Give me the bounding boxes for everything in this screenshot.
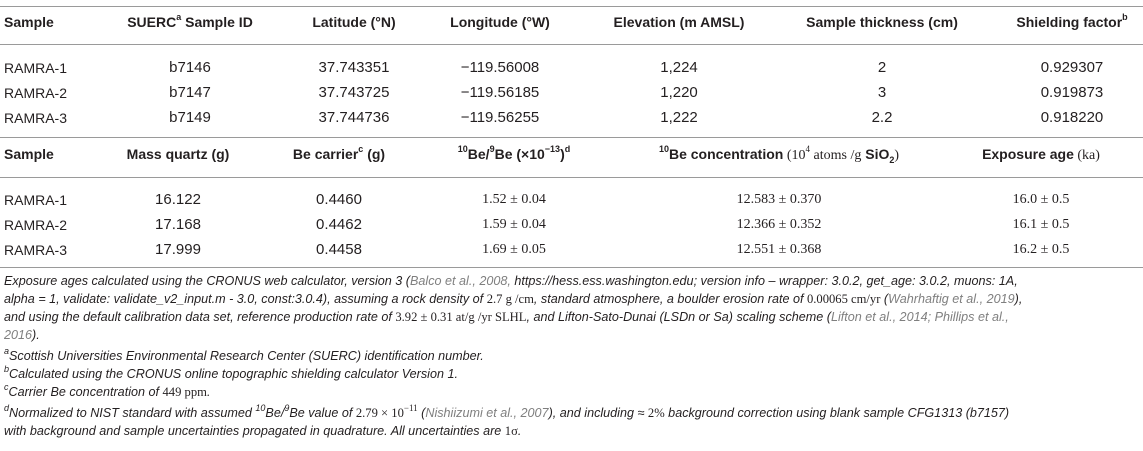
thickness-cell: 2.2: [871, 109, 893, 126]
col-sample-header: Sample: [4, 14, 54, 30]
sample-cell: RAMRA-1: [4, 192, 68, 208]
concentration-cell: 12.583 ± 0.370: [736, 192, 822, 207]
col-elevation-header: Elevation (m AMSL): [613, 14, 745, 30]
reference-link[interactable]: Lifton et al., 2014; Phillips et al.,: [830, 310, 1009, 324]
col-sample-header: Sample: [4, 146, 54, 162]
top-rule: [0, 6, 1143, 7]
sample-id-cell: b7146: [169, 59, 211, 76]
shielding-cell: 0.919873: [1040, 84, 1104, 101]
elevation-cell: 1,222: [660, 109, 698, 126]
concentration-cell: 12.551 ± 0.368: [736, 242, 822, 257]
sample-id-cell: b7149: [169, 109, 211, 126]
footnote-a: $^a$Scottish Universities Environmental Research Center (SUERC) identification number.: [4, 345, 484, 363]
thickness-cell: 3: [877, 84, 887, 101]
col-longitude-header: Longitude (°W): [450, 14, 550, 30]
footnote-d-continued: with background and sample uncertainties propagated in quadrature. All uncertainties are 1σ.: [4, 424, 522, 438]
footnote-main-line-2: alpha = 1, validate: validate_v2_input.m - 3.0, const:3.0.4), assuming a rock density of 2.7 g /cm, standard atmosphere, a boulder erosion rate of 0.00065 cm/yr (Wahrhaftig et al., 2019),: [4, 292, 1023, 306]
table2-bottom-rule: [0, 267, 1143, 268]
reference-link[interactable]: 2016: [4, 328, 33, 342]
col-shielding-header: Shielding factor$^b$: [1016, 12, 1128, 30]
sample-cell: RAMRA-1: [4, 60, 68, 76]
footnote-main-line-3: and using the default calibration data set, reference production rate of 3.92 ± 0.31 at/g /yr SLHL, and Lifton-Sato-Dunai (LSDn or Sa) scaling scheme (Lifton et al., 2014; Phillips et al.,: [4, 310, 1009, 324]
col-concentration-header: $^{10}$Be concentration ($10^4$ atoms /g SiO$_2$): [658, 144, 900, 165]
thickness-cell: 2: [877, 59, 887, 76]
mass-cell: 16.122: [155, 191, 201, 208]
mass-cell: 17.999: [155, 241, 201, 258]
col-latitude-header: Latitude (°N): [312, 14, 396, 30]
reference-link[interactable]: Nishiizumi et al., 2007: [425, 406, 549, 420]
sample-cell: RAMRA-2: [4, 217, 68, 233]
footnote-c: $^c$Carrier Be concentration of 449 ppm.: [4, 381, 211, 399]
sample-id-cell: b7147: [169, 84, 211, 101]
age-cell: 16.0 ± 0.5: [1012, 192, 1070, 207]
col-suerc-header: SUERC$^a$ Sample ID: [127, 12, 253, 30]
footnote-d: $^d$Normalized to NIST standard with assumed $^{10}$Be/$^9$Be value of $2.79 \times 10^{-11}$ (Nishiizumi et al., 2007), and including ≈ 2% background correction using blank sample CFG1313 (b7157): [4, 402, 1010, 420]
footnote-main-line-4: 2016).: [4, 328, 40, 342]
table2-top-rule: [0, 137, 1143, 138]
elevation-cell: 1,220: [660, 84, 698, 101]
latitude-cell: 37.743725: [318, 84, 390, 101]
ratio-cell: 1.52 ± 0.04: [482, 192, 546, 207]
longitude-cell: −119.56255: [460, 109, 540, 126]
shielding-cell: 0.918220: [1040, 109, 1104, 126]
age-cell: 16.1 ± 0.5: [1012, 217, 1070, 232]
longitude-cell: −119.56185: [460, 84, 540, 101]
col-ratio-header: $^{10}$Be/$^9$Be $(\times 10^{-13})^d$: [457, 144, 571, 162]
mass-cell: 17.168: [155, 216, 201, 233]
carrier-cell: 0.4460: [316, 191, 362, 208]
table1-header-rule: [0, 44, 1143, 45]
ratio-cell: 1.59 ± 0.04: [482, 217, 546, 232]
footnote-main-line-1: Exposure ages calculated using the CRONUS web calculator, version 3 (Balco et al., 2008, https://hess.ess.washington.edu; version info – wrapper: 3.0.2, get_age: 3.0.2, muons: 1A,: [4, 274, 1018, 288]
footnote-b: $^b$Calculated using the CRONUS online topographic shielding calculator Version 1.: [4, 363, 458, 381]
latitude-cell: 37.743351: [318, 59, 390, 76]
concentration-cell: 12.366 ± 0.352: [736, 217, 822, 232]
reference-link[interactable]: Wahrhaftig et al., 2019: [888, 292, 1015, 306]
latitude-cell: 37.744736: [318, 109, 390, 126]
shielding-cell: 0.929307: [1040, 59, 1104, 76]
reference-link[interactable]: Balco et al., 2008,: [410, 274, 511, 288]
sample-cell: RAMRA-3: [4, 110, 68, 126]
table2-header-rule: [0, 177, 1143, 178]
col-thickness-header: Sample thickness (cm): [806, 14, 958, 30]
ratio-cell: 1.69 ± 0.05: [482, 242, 546, 257]
sample-cell: RAMRA-2: [4, 85, 68, 101]
carrier-cell: 0.4462: [316, 216, 362, 233]
sample-cell: RAMRA-3: [4, 242, 68, 258]
age-cell: 16.2 ± 0.5: [1012, 242, 1070, 257]
col-age-header: Exposure age (ka): [982, 146, 1100, 163]
col-mass-header: Mass quartz (g): [126, 146, 230, 162]
carrier-cell: 0.4458: [316, 241, 362, 258]
elevation-cell: 1,224: [660, 59, 698, 76]
col-carrier-header: Be carrier$^c$ (g): [292, 144, 386, 162]
longitude-cell: −119.56008: [460, 59, 540, 76]
